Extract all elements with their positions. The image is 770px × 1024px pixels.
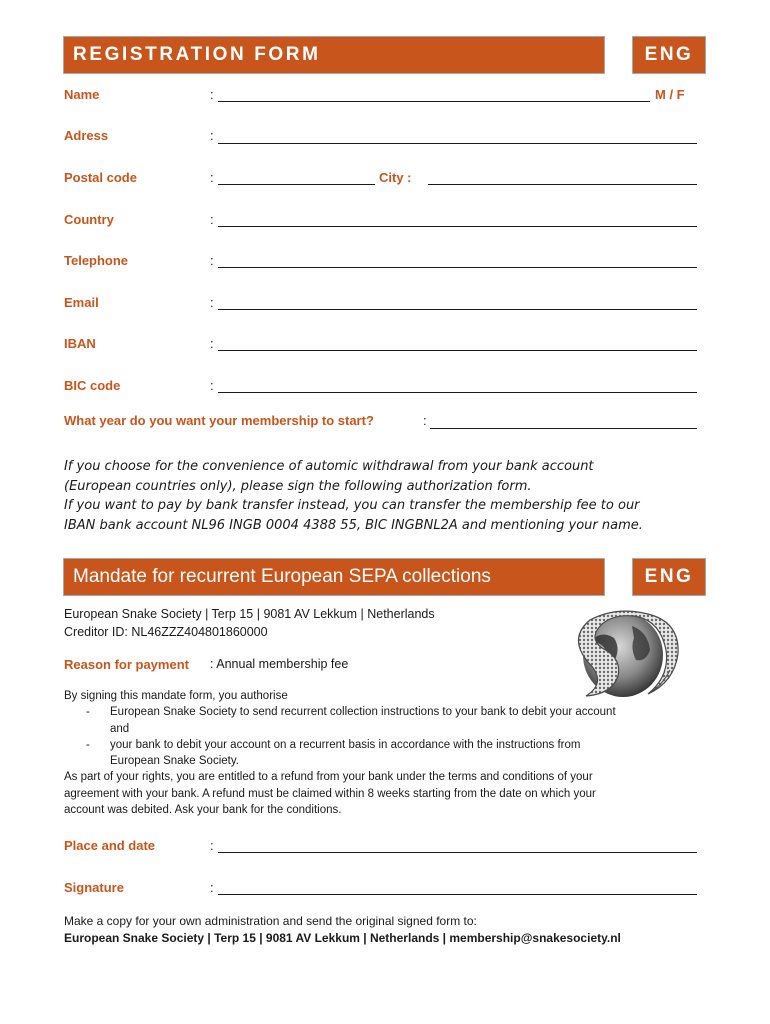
creditor-address: European Snake Society | Terp 15 | 9081 AV Lekkum | Netherlands — [64, 607, 435, 621]
list-item-continuation — [64, 721, 616, 737]
iban-label: IBAN — [64, 336, 96, 351]
payment-note — [64, 457, 704, 535]
telephone-label: Telephone — [64, 253, 129, 268]
bic-label: BIC code — [64, 378, 121, 393]
city-field[interactable] — [428, 184, 697, 185]
bullet-text: your bank to debit your account on a recurrent basis in accordance with the instructions from — [110, 738, 581, 751]
gender-option: M / F — [655, 87, 685, 102]
rights-line: account was debited. Ask your bank for the conditions. — [64, 804, 342, 817]
mandate-title: Mandate for recurrent European SEPA collections — [73, 566, 491, 587]
name-colon: : — [210, 87, 214, 102]
note-line: (European countries only), please sign the following authorization form. — [64, 478, 532, 494]
country-colon: : — [210, 212, 214, 227]
list-item-continuation — [64, 753, 616, 769]
bic-colon: : — [210, 378, 214, 393]
reason-label: Reason for payment — [64, 657, 189, 672]
bullet-dash: - — [86, 706, 90, 719]
creditor-id: Creditor ID: NL46ZZZ404801860000 — [64, 625, 268, 639]
iban-field[interactable] — [218, 350, 697, 351]
note-line: If you choose for the convenience of automic withdrawal from your bank account — [64, 459, 594, 474]
registration-form-banner — [63, 36, 605, 74]
country-label: Country — [64, 212, 114, 227]
note-line: IBAN bank account NL96 INGB 0004 4388 55, BIC INGBNL2A and mentioning your name. — [64, 517, 643, 533]
page-title: REGISTRATION FORM — [73, 44, 321, 65]
auth-intro: By signing this mandate form, you authorise — [64, 690, 288, 702]
reason-value: : Annual membership fee — [210, 657, 349, 671]
language-badge — [632, 36, 706, 74]
mandate-banner — [63, 558, 605, 596]
bullet-text: European Snake Society. — [110, 755, 239, 768]
mandate-language-label: ENG — [644, 566, 694, 587]
country-field[interactable] — [218, 226, 697, 227]
bullet-text: European Snake Society to send recurrent collection instructions to your bank to debit your account — [110, 706, 616, 719]
iban-colon: : — [210, 336, 214, 351]
postal-code-colon: : — [210, 170, 214, 185]
address-field[interactable] — [218, 143, 697, 144]
bullet-dash: - — [86, 738, 90, 751]
email-label: Email — [64, 295, 99, 310]
rights-line: As part of your rights, you are entitled to a refund from your bank under the terms and conditions of your — [64, 771, 593, 784]
footer-address: European Snake Society | Terp 15 | 9081 AV Lekkum | Netherlands | membership@snakesociety.nl — [64, 931, 621, 945]
list-item — [64, 704, 616, 720]
place-date-field[interactable] — [218, 852, 697, 853]
rights-line: agreement with your bank. A refund must be claimed within 8 weeks starting from the date on which your — [64, 787, 596, 800]
name-field[interactable] — [218, 101, 650, 102]
mandate-language-badge — [632, 558, 706, 596]
email-field[interactable] — [218, 309, 697, 310]
footer-instruction: Make a copy for your own administration and send the original signed form to: — [64, 914, 477, 928]
language-label: ENG — [644, 44, 694, 65]
membership-start-field[interactable] — [430, 428, 697, 429]
postal-code-label: Postal code — [64, 170, 137, 185]
city-label: City : — [379, 170, 412, 185]
snake-globe-logo-icon — [562, 610, 684, 700]
list-item — [64, 737, 616, 753]
authorisation-text — [64, 688, 616, 818]
membership-start-label: What year do you want your membership to start? — [64, 413, 374, 428]
bullet-text: and — [110, 722, 130, 735]
place-date-colon: : — [210, 838, 214, 853]
telephone-colon: : — [210, 253, 214, 268]
signature-label: Signature — [64, 880, 124, 895]
address-colon: : — [210, 128, 214, 143]
address-label: Adress — [64, 128, 109, 143]
postal-code-field[interactable] — [218, 184, 375, 185]
signature-colon: : — [210, 880, 214, 895]
place-date-label: Place and date — [64, 838, 156, 853]
membership-start-colon: : — [423, 413, 427, 428]
email-colon: : — [210, 295, 214, 310]
note-line: If you want to pay by bank transfer instead, you can transfer the membership fee to our — [64, 498, 640, 513]
name-label: Name — [64, 87, 100, 102]
bic-field[interactable] — [218, 392, 697, 393]
telephone-field[interactable] — [218, 267, 697, 268]
signature-field[interactable] — [218, 894, 697, 895]
